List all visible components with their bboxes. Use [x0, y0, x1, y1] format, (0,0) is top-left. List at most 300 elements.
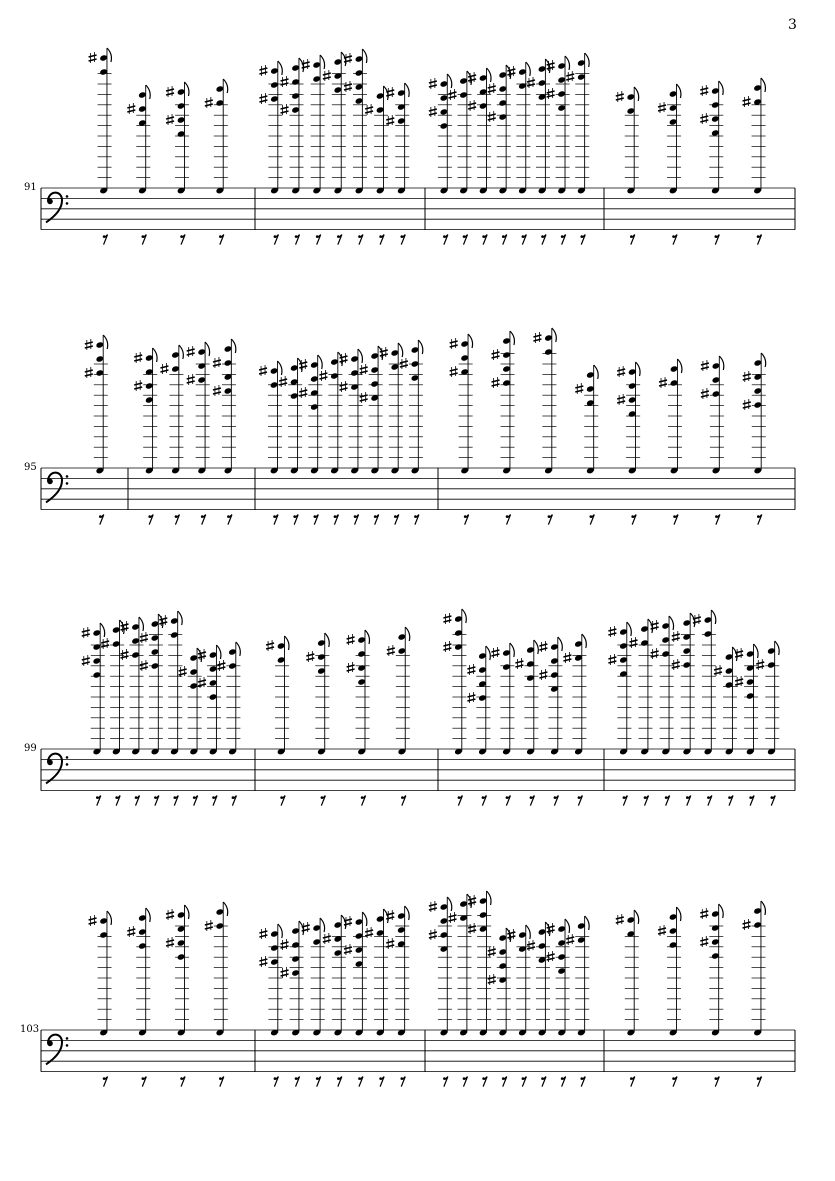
eighth-rest	[154, 796, 157, 799]
sharp-icon	[658, 105, 666, 107]
note-flag	[107, 48, 112, 62]
note-flag	[447, 897, 452, 911]
sharp-icon	[187, 377, 195, 379]
sharp-icon	[672, 666, 680, 668]
sharp-icon	[700, 88, 708, 90]
eighth-rest	[414, 515, 417, 518]
sharp-icon	[205, 927, 213, 929]
note-flag	[216, 645, 221, 659]
sharp-icon	[700, 943, 708, 945]
sharp-icon	[400, 361, 408, 363]
eighth-rest	[482, 235, 485, 238]
sharp-icon	[700, 911, 708, 913]
sharp-icon	[429, 85, 437, 87]
eighth-rest	[672, 1077, 675, 1080]
sharp-icon	[539, 676, 547, 678]
sharp-icon	[488, 90, 496, 92]
note-flag	[510, 331, 515, 345]
sharp-icon	[213, 392, 221, 394]
sharp-icon	[488, 118, 496, 120]
sharp-icon	[547, 95, 555, 97]
sharp-icon	[134, 359, 142, 361]
note-flag	[384, 86, 389, 100]
sharp-icon	[386, 90, 394, 92]
sharp-icon	[205, 104, 213, 106]
sharp-icon	[527, 943, 535, 945]
note-flag	[139, 617, 144, 631]
sharp-icon	[547, 63, 555, 65]
sharp-icon	[323, 73, 331, 75]
note-flag	[719, 356, 724, 370]
sharp-icon	[659, 384, 667, 386]
sharp-icon	[302, 62, 310, 64]
sharp-icon	[266, 647, 274, 649]
note-flag	[277, 361, 282, 375]
sharp-icon	[266, 643, 274, 645]
note-flag	[761, 353, 766, 367]
note-flag	[278, 61, 283, 75]
sharp-icon	[179, 673, 187, 675]
sharp-icon	[468, 79, 476, 81]
eighth-rest	[358, 1077, 361, 1080]
sharp-icon	[443, 620, 451, 622]
sharp-icon	[279, 379, 287, 381]
sharp-icon	[400, 365, 408, 367]
eighth-rest	[103, 235, 106, 238]
eighth-rest	[482, 796, 485, 799]
bass-clef-icon	[66, 756, 69, 759]
bass-clef-icon	[47, 1041, 53, 1047]
eighth-rest	[103, 1077, 106, 1080]
sharp-icon	[630, 640, 638, 642]
note-flag	[545, 922, 550, 936]
eighth-rest	[770, 796, 773, 799]
sharp-icon	[89, 59, 97, 61]
eighth-rest	[273, 515, 276, 518]
sharp-icon	[281, 974, 289, 976]
eighth-rest	[464, 515, 467, 518]
eighth-rest	[443, 235, 446, 238]
sharp-icon	[566, 941, 574, 943]
sharp-icon	[387, 652, 395, 654]
note-flag	[103, 335, 108, 349]
eighth-rest	[394, 515, 397, 518]
bass-clef-icon	[46, 473, 62, 503]
note-flag	[719, 904, 724, 918]
sharp-icon	[448, 96, 456, 98]
sharp-icon	[575, 386, 583, 388]
sharp-icon	[443, 648, 451, 650]
sharp-icon	[306, 658, 314, 660]
sharp-icon	[217, 663, 225, 665]
sharp-icon	[365, 934, 373, 936]
sharp-icon	[323, 936, 331, 938]
note-flag	[732, 647, 737, 661]
note-flag	[775, 641, 780, 655]
sharp-icon	[213, 364, 221, 366]
sharp-icon	[205, 100, 213, 102]
sharp-icon	[429, 932, 437, 934]
sharp-icon	[299, 390, 307, 392]
sharp-icon	[198, 680, 206, 682]
eighth-rest	[173, 796, 176, 799]
sharp-icon	[365, 107, 373, 109]
sharp-icon	[491, 650, 499, 652]
sharp-icon	[429, 904, 437, 906]
note-flag	[362, 912, 367, 926]
sharp-icon	[743, 99, 751, 101]
sharp-icon	[140, 667, 148, 669]
sharp-icon	[492, 352, 500, 354]
sharp-icon	[700, 120, 708, 122]
eighth-rest	[212, 796, 215, 799]
eighth-rest	[274, 1077, 277, 1080]
eighth-rest	[232, 796, 235, 799]
note-flag	[107, 911, 112, 925]
sharp-icon	[492, 380, 500, 382]
sharp-icon	[85, 346, 93, 348]
eighth-rest	[358, 235, 361, 238]
sharp-icon	[488, 86, 496, 88]
note-flag	[585, 53, 590, 67]
sharp-icon	[467, 667, 475, 669]
eighth-rest	[201, 515, 204, 518]
eighth-rest	[707, 796, 710, 799]
note-flag	[153, 348, 158, 362]
sharp-icon	[539, 644, 547, 646]
sharp-icon	[450, 373, 458, 375]
sharp-icon	[279, 383, 287, 385]
eighth-rest	[458, 796, 461, 799]
note-flag	[487, 68, 492, 82]
sharp-icon	[159, 618, 167, 620]
eighth-rest	[374, 515, 377, 518]
sharp-icon	[281, 946, 289, 948]
eighth-rest	[280, 796, 283, 799]
sharp-icon	[547, 67, 555, 69]
sharp-icon	[743, 374, 751, 376]
note-flag	[676, 84, 681, 98]
sharp-icon	[756, 662, 764, 664]
eighth-rest	[757, 1077, 760, 1080]
sharp-icon	[429, 81, 437, 83]
sharp-icon	[259, 963, 267, 965]
note-flag	[184, 905, 189, 919]
sharp-icon	[443, 644, 451, 646]
note-flag	[754, 644, 759, 658]
sharp-icon	[608, 661, 616, 663]
eighth-rest	[180, 1077, 183, 1080]
sharp-icon	[616, 917, 624, 919]
sharp-icon	[217, 667, 225, 669]
sharp-icon	[347, 637, 355, 639]
eighth-rest	[714, 235, 717, 238]
sharp-icon	[319, 373, 327, 375]
note-flag	[565, 919, 570, 933]
eighth-rest	[142, 235, 145, 238]
sharp-icon	[507, 936, 515, 938]
note-flag	[284, 636, 289, 650]
sharp-icon	[743, 922, 751, 924]
sharp-icon	[714, 672, 722, 674]
sharp-icon	[323, 940, 331, 942]
bass-clef-icon	[46, 1035, 62, 1065]
sharp-icon	[187, 381, 195, 383]
sharp-icon	[539, 648, 547, 650]
note-flag	[534, 640, 539, 654]
sharp-icon	[468, 902, 476, 904]
sharp-icon	[743, 378, 751, 380]
sharp-icon	[160, 370, 168, 372]
sharp-icon	[166, 940, 174, 942]
sharp-icon	[166, 89, 174, 91]
sharp-icon	[365, 930, 373, 932]
eighth-rest	[313, 515, 316, 518]
sharp-icon	[140, 639, 148, 641]
note-flag	[486, 646, 491, 660]
sharp-icon	[127, 929, 135, 931]
note-flag	[341, 915, 346, 929]
note-flag	[299, 58, 304, 72]
eighth-rest	[749, 796, 752, 799]
note-flag	[405, 83, 410, 97]
sharp-icon	[515, 665, 523, 667]
sharp-icon	[386, 913, 394, 915]
sharp-icon	[159, 622, 167, 624]
sharp-icon	[198, 652, 206, 654]
note-flag	[669, 616, 674, 630]
eighth-rest	[193, 796, 196, 799]
sharp-icon	[306, 654, 314, 656]
sharp-icon	[507, 69, 515, 71]
sharp-icon	[429, 109, 437, 111]
eighth-rest	[401, 796, 404, 799]
eighth-rest	[502, 235, 505, 238]
sharp-icon	[515, 661, 523, 663]
bass-clef-icon	[46, 754, 62, 784]
eighth-rest	[354, 515, 357, 518]
eighth-rest	[219, 1077, 222, 1080]
sharp-icon	[121, 652, 129, 654]
note-flag	[320, 918, 325, 932]
bass-clef-icon	[46, 193, 62, 223]
sharp-icon	[140, 663, 148, 665]
eighth-rest	[554, 796, 557, 799]
sharp-icon	[134, 383, 142, 385]
sharp-icon	[127, 933, 135, 935]
sharp-icon	[491, 654, 499, 656]
page-number: 3	[788, 17, 797, 33]
eighth-rest	[334, 515, 337, 518]
eighth-rest	[295, 235, 298, 238]
sharp-icon	[658, 932, 666, 934]
note-flag	[223, 79, 228, 93]
sharp-icon	[205, 923, 213, 925]
sharp-icon	[467, 671, 475, 673]
sharp-icon	[344, 951, 352, 953]
sharp-icon	[347, 669, 355, 671]
sharp-icon	[344, 88, 352, 90]
sharp-icon	[672, 638, 680, 640]
note-flag	[648, 619, 653, 633]
sharp-icon	[166, 121, 174, 123]
sharp-icon	[533, 335, 541, 337]
sharp-icon	[488, 114, 496, 116]
sharp-icon	[213, 360, 221, 362]
sharp-icon	[714, 668, 722, 670]
sharp-icon	[547, 958, 555, 960]
sharp-icon	[259, 368, 267, 370]
note-flag	[677, 359, 682, 373]
eighth-rest	[541, 1077, 544, 1080]
note-flag	[634, 910, 639, 924]
eighth-rest	[361, 796, 364, 799]
note-flag	[223, 902, 228, 916]
sharp-icon	[700, 939, 708, 941]
bass-clef-icon	[66, 1037, 69, 1040]
sharp-icon	[617, 401, 625, 403]
sharp-icon	[166, 912, 174, 914]
note-flag	[318, 355, 323, 369]
note-flag	[565, 56, 570, 70]
note-flag	[197, 648, 202, 662]
sharp-icon	[547, 930, 555, 932]
sharp-icon	[448, 92, 456, 94]
eighth-rest	[589, 515, 592, 518]
sharp-icon	[630, 644, 638, 646]
eighth-rest	[274, 235, 277, 238]
sharp-icon	[693, 617, 701, 619]
sharp-icon	[443, 616, 451, 618]
note-flag	[384, 909, 389, 923]
eighth-rest	[482, 1077, 485, 1080]
sharp-icon	[429, 113, 437, 115]
sharp-icon	[547, 954, 555, 956]
note-flag	[545, 59, 550, 73]
sharp-icon	[533, 339, 541, 341]
measure-number: 99	[24, 743, 37, 754]
eighth-rest	[115, 796, 118, 799]
sharp-icon	[187, 353, 195, 355]
note-flag	[236, 642, 241, 656]
note-flag	[711, 610, 716, 624]
sharp-icon	[547, 91, 555, 93]
sharp-icon	[259, 931, 267, 933]
sharp-icon	[347, 641, 355, 643]
eighth-rest	[180, 235, 183, 238]
sharp-icon	[121, 656, 129, 658]
note-flag	[320, 55, 325, 69]
sharp-icon	[468, 898, 476, 900]
sharp-icon	[281, 107, 289, 109]
note-flag	[467, 71, 472, 85]
sharp-icon	[344, 919, 352, 921]
eighth-rest	[631, 515, 634, 518]
eighth-rest	[522, 1077, 525, 1080]
eighth-rest	[561, 235, 564, 238]
sharp-icon	[299, 366, 307, 368]
sharp-icon	[319, 377, 327, 379]
sharp-icon	[281, 79, 289, 81]
note-flag	[179, 345, 184, 359]
sharp-icon	[743, 926, 751, 928]
eighth-rest	[578, 796, 581, 799]
note-flag	[585, 916, 590, 930]
sharp-icon	[198, 684, 206, 686]
bass-clef-icon	[66, 763, 69, 766]
sharp-icon	[387, 648, 395, 650]
sharp-icon	[507, 73, 515, 75]
note-flag	[690, 613, 695, 627]
note-flag	[468, 334, 473, 348]
sharp-icon	[616, 921, 624, 923]
note-flag	[761, 901, 766, 915]
eighth-rest	[548, 515, 551, 518]
note-flag	[526, 62, 531, 76]
sharp-icon	[492, 384, 500, 386]
note-flag	[761, 78, 766, 92]
sharp-icon	[700, 92, 708, 94]
bass-clef-icon	[66, 202, 69, 205]
note-flag	[467, 894, 472, 908]
sharp-icon	[89, 918, 97, 920]
note-flag	[487, 891, 492, 905]
sharp-icon	[672, 634, 680, 636]
eighth-rest	[443, 1077, 446, 1080]
sharp-icon	[448, 915, 456, 917]
sharp-icon	[82, 658, 90, 660]
sharp-icon	[85, 374, 93, 376]
sharp-icon	[166, 944, 174, 946]
sharp-icon	[743, 103, 751, 105]
note-flag	[719, 81, 724, 95]
note-flag	[158, 614, 163, 628]
sharp-icon	[323, 77, 331, 79]
eighth-rest	[463, 235, 466, 238]
note-flag	[462, 609, 467, 623]
eighth-rest	[665, 796, 668, 799]
eighth-rest	[99, 515, 102, 518]
eighth-rest	[219, 235, 222, 238]
sharp-icon	[344, 56, 352, 58]
sharp-icon	[488, 953, 496, 955]
eighth-rest	[337, 1077, 340, 1080]
sharp-icon	[360, 371, 368, 373]
measure-number: 91	[24, 182, 37, 193]
sharp-icon	[82, 662, 90, 664]
sharp-icon	[89, 55, 97, 57]
sharp-icon	[651, 651, 659, 653]
note-flag	[231, 339, 236, 353]
sharp-icon	[259, 935, 267, 937]
sharp-icon	[700, 915, 708, 917]
eighth-rest	[541, 235, 544, 238]
sharp-icon	[616, 94, 624, 96]
sharp-icon	[360, 399, 368, 401]
sharp-icon	[365, 111, 373, 113]
sharp-icon	[101, 641, 109, 643]
note-flag	[325, 633, 330, 647]
note-flag	[146, 908, 151, 922]
sharp-icon	[701, 363, 709, 365]
sharp-icon	[450, 345, 458, 347]
eighth-rest	[506, 796, 509, 799]
sharp-icon	[82, 630, 90, 632]
note-flag	[205, 342, 210, 356]
sharp-icon	[735, 679, 743, 681]
sharp-icon	[259, 72, 267, 74]
eighth-rest	[400, 1077, 403, 1080]
